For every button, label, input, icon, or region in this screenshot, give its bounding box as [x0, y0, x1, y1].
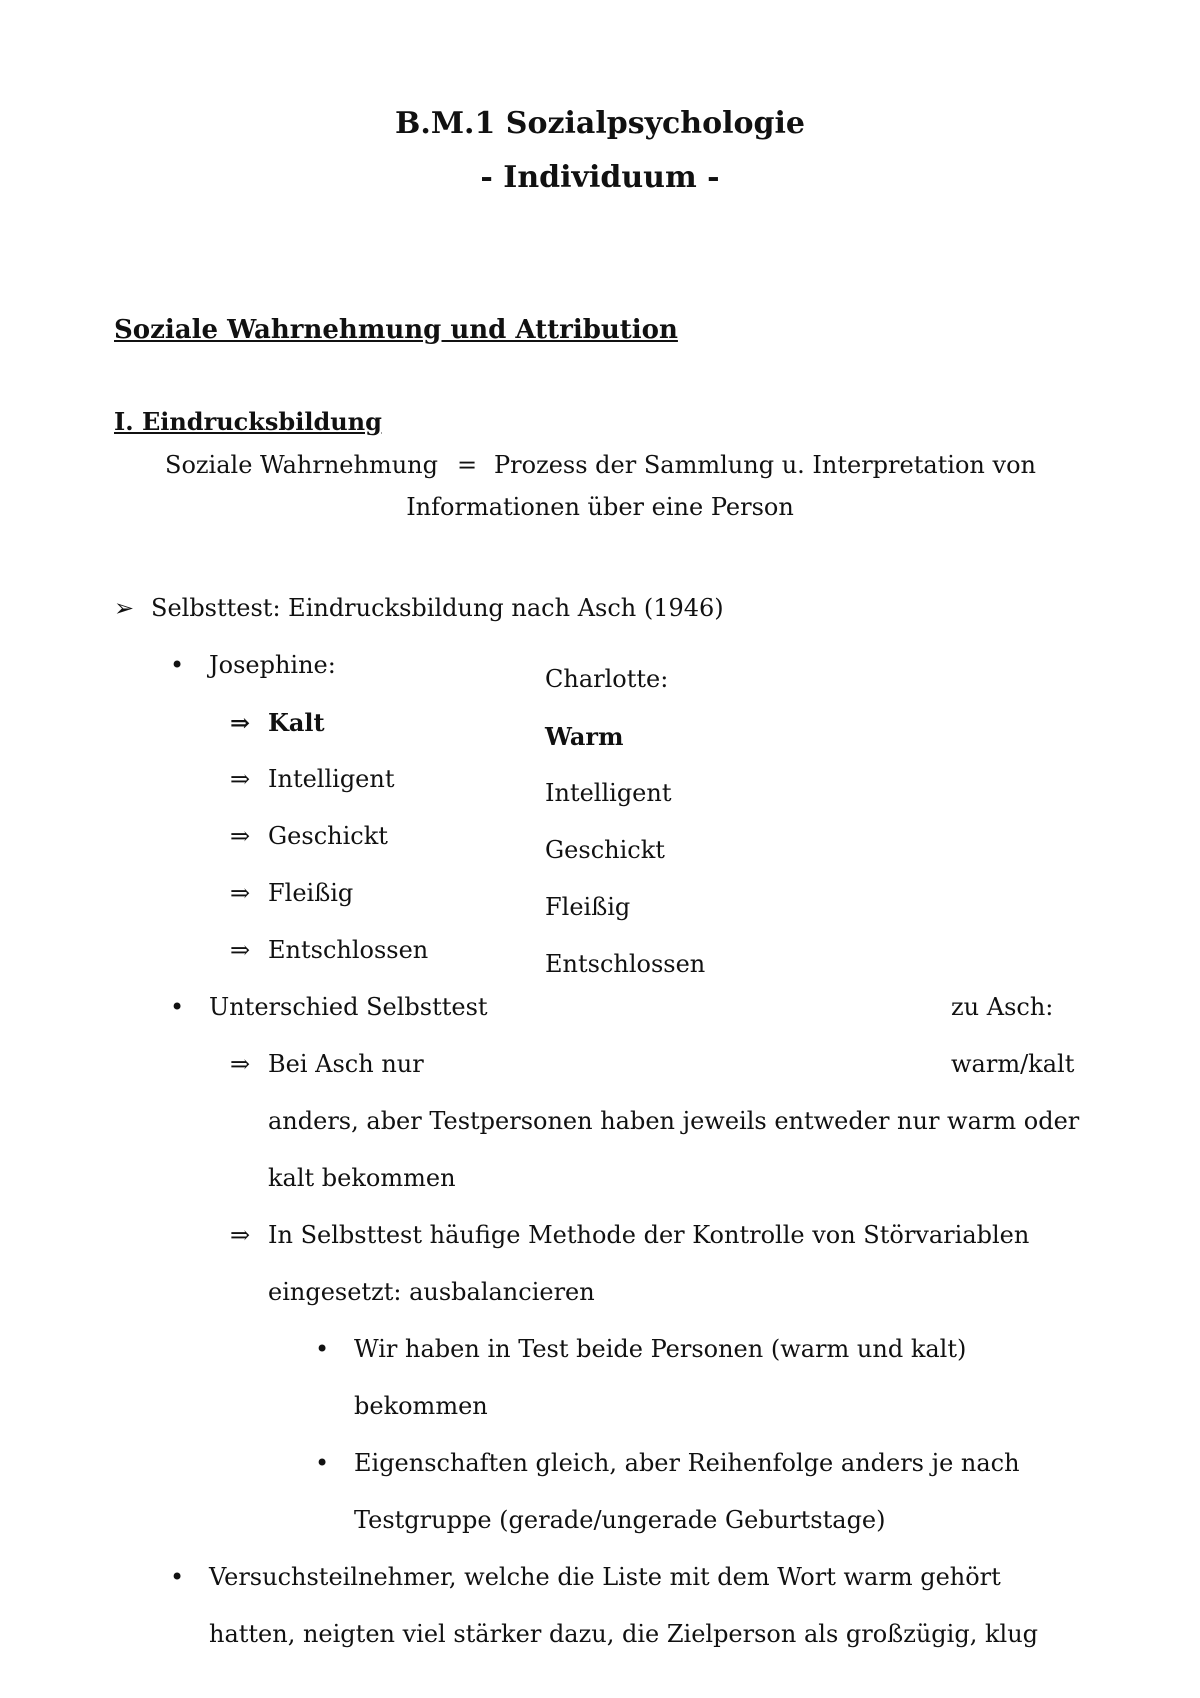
arrow-bullet-icon: ⇒ — [230, 936, 251, 964]
arrow-bullet-icon: ⇒ — [230, 879, 251, 907]
unterschied-point1-right: warm/kalt — [951, 1050, 1075, 1078]
charlotte-trait-warm: Warm — [545, 722, 624, 751]
josephine-trait-kalt: Kalt — [268, 708, 325, 737]
charlotte-trait: Fleißig — [545, 893, 631, 921]
charlotte-trait: Entschlossen — [545, 950, 706, 978]
versuch-line1: Versuchsteilnehmer, welche die Liste mit dem Wort warm gehört — [209, 1563, 1001, 1591]
document-subtitle: - Individuum - — [480, 160, 720, 195]
arrow-bullet-icon: ⇒ — [230, 822, 251, 850]
arrow-bullet-icon: ⇒ — [230, 1221, 251, 1249]
bullet-dot-icon: • — [315, 1449, 330, 1477]
sub-point1: Wir haben in Test beide Personen (warm und kalt) — [354, 1335, 967, 1363]
josephine-trait: Entschlossen — [268, 936, 429, 964]
bullet-dot-icon: • — [315, 1335, 330, 1363]
arrowhead-bullet-icon: ➢ — [114, 594, 135, 622]
unterschied-point2: In Selbsttest häufige Methode der Kontrolle von Störvariablen — [268, 1221, 1030, 1249]
definition-term: Soziale Wahrnehmung — [165, 451, 438, 479]
josephine-trait: Geschickt — [268, 822, 388, 850]
charlotte-name: Charlotte: — [545, 665, 669, 693]
versuch-line2: hatten, neigten viel stärker dazu, die Zielperson als großzügig, klug — [209, 1620, 1039, 1648]
section-heading: Soziale Wahrnehmung und Attribution — [114, 315, 678, 345]
arrow-bullet-icon: ⇒ — [230, 708, 251, 737]
arrow-bullet-icon: ⇒ — [230, 1050, 251, 1078]
subsection-heading: I. Eindrucksbildung — [114, 407, 382, 436]
charlotte-trait: Geschickt — [545, 836, 665, 864]
sub-point2-line2: Testgruppe (gerade/ungerade Geburtstage) — [354, 1506, 886, 1534]
bullet-dot-icon: • — [170, 993, 185, 1021]
document-title: B.M.1 Sozialpsychologie — [395, 106, 805, 141]
selbsttest-label: Selbsttest: Eindrucksbildung nach Asch (1946) — [151, 594, 724, 622]
unterschied-point1-line3: kalt bekommen — [268, 1164, 456, 1192]
charlotte-trait: Intelligent — [545, 779, 672, 807]
unterschied-label: Unterschied Selbsttest — [209, 993, 488, 1021]
definition-equals: = — [457, 451, 478, 479]
josephine-trait: Fleißig — [268, 879, 354, 907]
bullet-dot-icon: • — [170, 1563, 185, 1591]
josephine-name: Josephine: — [209, 651, 336, 679]
arrow-bullet-icon: ⇒ — [230, 765, 251, 793]
definition-text-line2: Informationen über eine Person — [406, 493, 794, 521]
unterschied-point1: Bei Asch nur — [268, 1050, 424, 1078]
unterschied-point1-line2: anders, aber Testpersonen haben jeweils entweder nur warm oder — [268, 1107, 1080, 1135]
unterschied-label-right: zu Asch: — [951, 993, 1054, 1021]
unterschied-point2-line2: eingesetzt: ausbalancieren — [268, 1278, 595, 1306]
bullet-dot-icon: • — [170, 651, 185, 679]
josephine-trait: Intelligent — [268, 765, 395, 793]
sub-point1-line2: bekommen — [354, 1392, 488, 1420]
definition-text-line1: Prozess der Sammlung u. Interpretation von — [494, 451, 1036, 479]
sub-point2: Eigenschaften gleich, aber Reihenfolge anders je nach — [354, 1449, 1020, 1477]
